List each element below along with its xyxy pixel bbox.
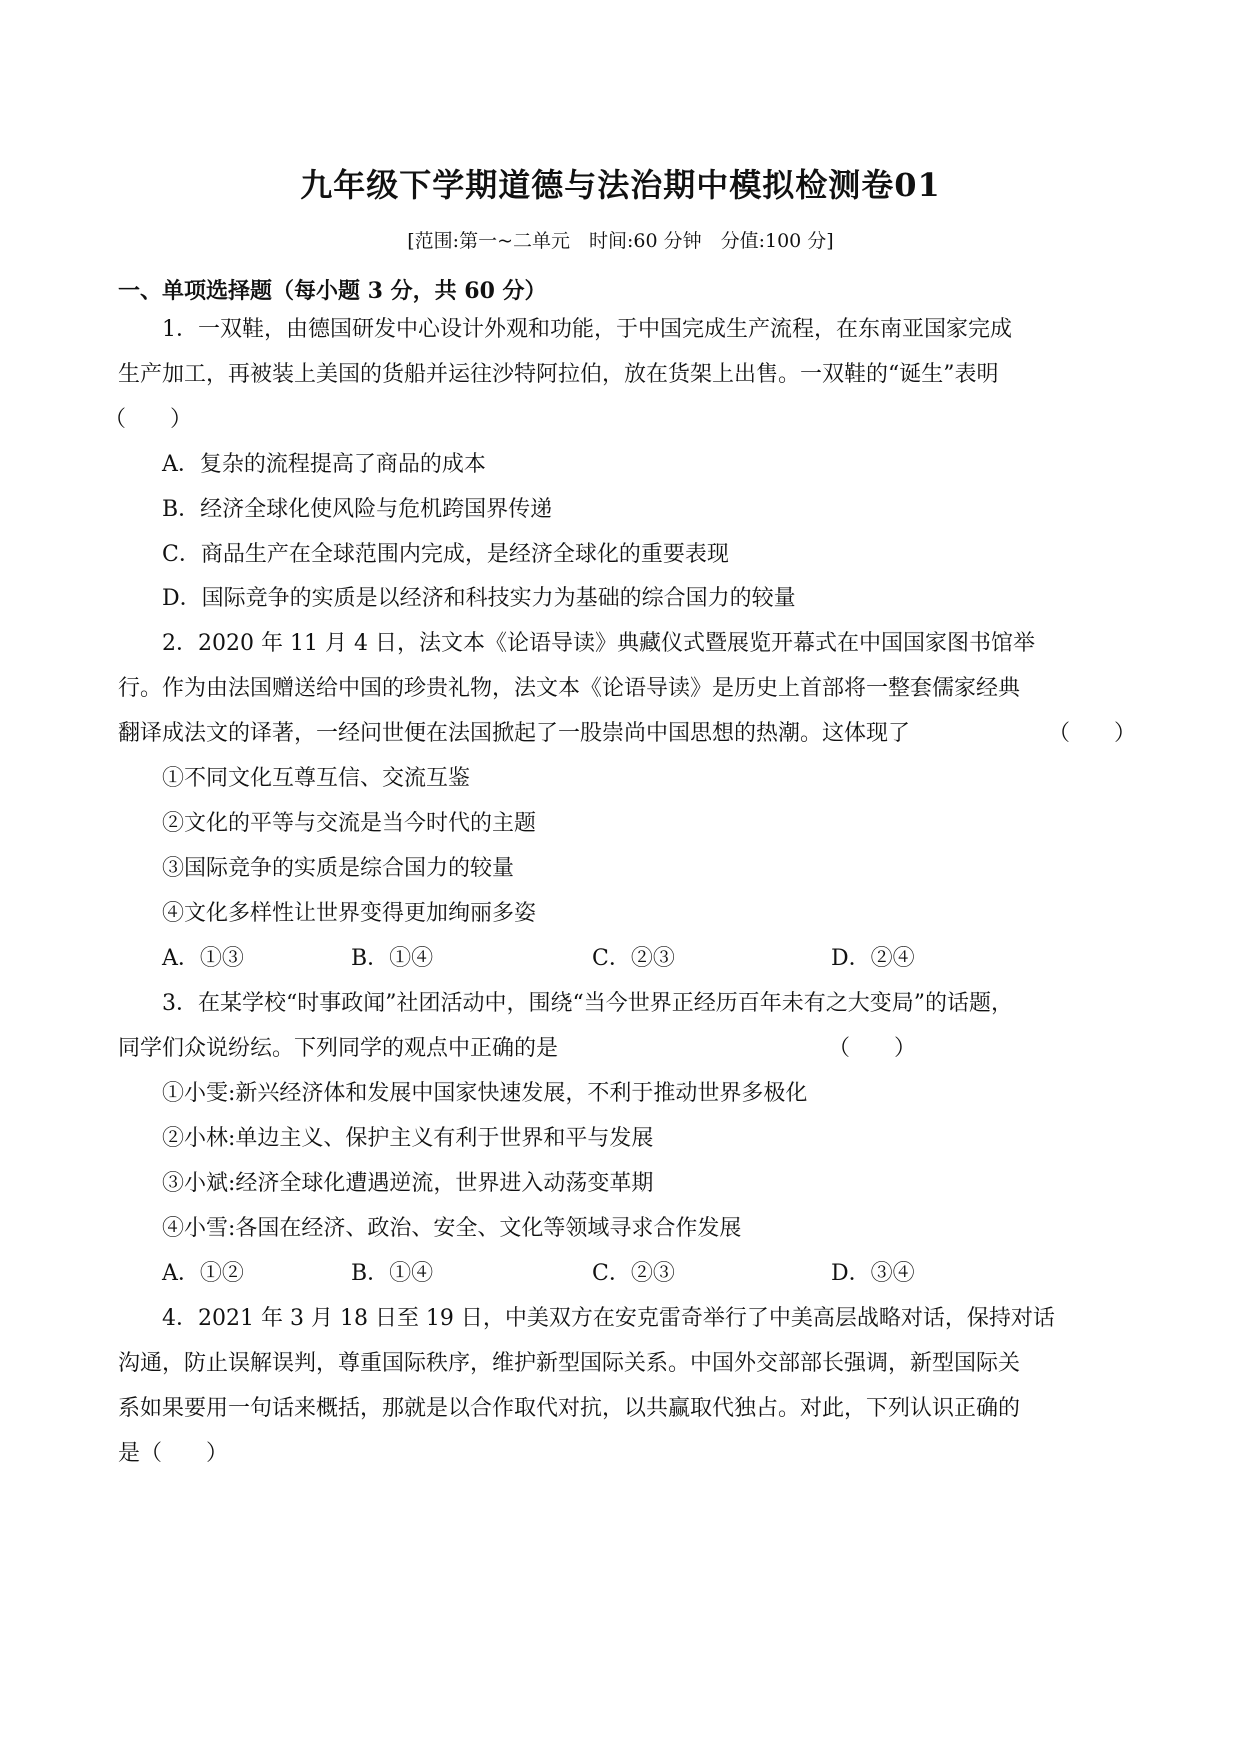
question-3-line-2: 同学们众说纷纭。下列同学的观点中正确的是 [118, 1036, 559, 1061]
question-4-line-4: 是（ ） [118, 1441, 229, 1466]
question-3-statement-4: ④小雪:各国在经济、政治、安全、文化等领域寻求合作发展 [162, 1216, 742, 1241]
question-3-statement-3: ③小斌:经济全球化遭遇逆流，世界进入动荡变革期 [162, 1171, 654, 1196]
question-3-answer-paren: （ ） [828, 1036, 917, 1061]
question-1-option-c: C．商品生产在全球范围内完成，是经济全球化的重要表现 [162, 542, 729, 567]
question-2-choice-a: A．①③ [162, 946, 244, 971]
question-1-answer-paren: （ ） [104, 407, 193, 432]
question-1-line-2: 生产加工，再被装上美国的货船并运往沙特阿拉伯，放在货架上出售。一双鞋的“诞生”表明 [118, 362, 999, 387]
question-2-statement-4: ④文化多样性让世界变得更加绚丽多姿 [162, 901, 537, 926]
question-4-line-1: 4．2021 年 3 月 18 日至 19 日，中美双方在安克雷奇举行了中美高层战略对话，保持对话 [162, 1306, 1055, 1331]
question-2-choice-d: D．②④ [831, 946, 915, 971]
question-3-choice-d: D．③④ [831, 1261, 915, 1286]
question-2-statement-2: ②文化的平等与交流是当今时代的主题 [162, 811, 537, 836]
exam-scope-info: [范围:第一~二单元 时间:60 分钟 分值:100 分] [407, 230, 834, 252]
question-3-statement-2: ②小林:单边主义、保护主义有利于世界和平与发展 [162, 1126, 654, 1151]
question-2-answer-paren: （ ） [1048, 721, 1137, 746]
question-4-line-3: 系如果要用一句话来概括，那就是以合作取代对抗，以共赢取代独占。对此，下列认识正确的 [118, 1396, 1021, 1421]
section-heading: 一、单项选择题（每小题 3 分，共 60 分） [118, 278, 547, 304]
question-3-choice-a: A．①② [162, 1261, 244, 1286]
question-2-statement-3: ③国际竞争的实质是综合国力的较量 [162, 856, 515, 881]
question-1-line-1: 1．一双鞋，由德国研发中心设计外观和功能，于中国完成生产流程，在东南亚国家完成 [162, 317, 1012, 342]
question-1-option-a: A．复杂的流程提高了商品的成本 [162, 452, 486, 477]
question-3-statement-1: ①小雯:新兴经济体和发展中国家快速发展，不利于推动世界多极化 [162, 1081, 808, 1106]
question-3-choice-c: C．②③ [592, 1261, 675, 1286]
question-2-line-3: 翻译成法文的译著，一经问世便在法国掀起了一股崇尚中国思想的热潮。这体现了 [118, 721, 911, 746]
question-1-option-d: D．国际竞争的实质是以经济和科技实力为基础的综合国力的较量 [162, 586, 796, 611]
page-title: 九年级下学期道德与法治期中模拟检测卷01 [300, 166, 941, 204]
question-4-line-2: 沟通，防止误解误判，尊重国际秩序，维护新型国际关系。中国外交部部长强调，新型国际关 [118, 1351, 1021, 1376]
question-1-option-b: B．经济全球化使风险与危机跨国界传递 [162, 497, 553, 522]
question-3-line-1: 3．在某学校“时事政闻”社团活动中，围绕“当今世界正经历百年未有之大变局”的话题， [162, 991, 1013, 1016]
question-2-choice-b: B．①④ [351, 946, 434, 971]
question-2-line-1: 2．2020 年 11 月 4 日，法文本《论语导读》典藏仪式暨展览开幕式在中国国家图书馆举 [162, 631, 1035, 656]
question-2-line-2: 行。作为由法国赠送给中国的珍贵礼物，法文本《论语导读》是历史上首部将一整套儒家经典 [118, 676, 1021, 701]
question-2-statement-1: ①不同文化互尊互信、交流互鉴 [162, 766, 471, 791]
question-3-choice-b: B．①④ [351, 1261, 434, 1286]
question-2-choice-c: C．②③ [592, 946, 675, 971]
